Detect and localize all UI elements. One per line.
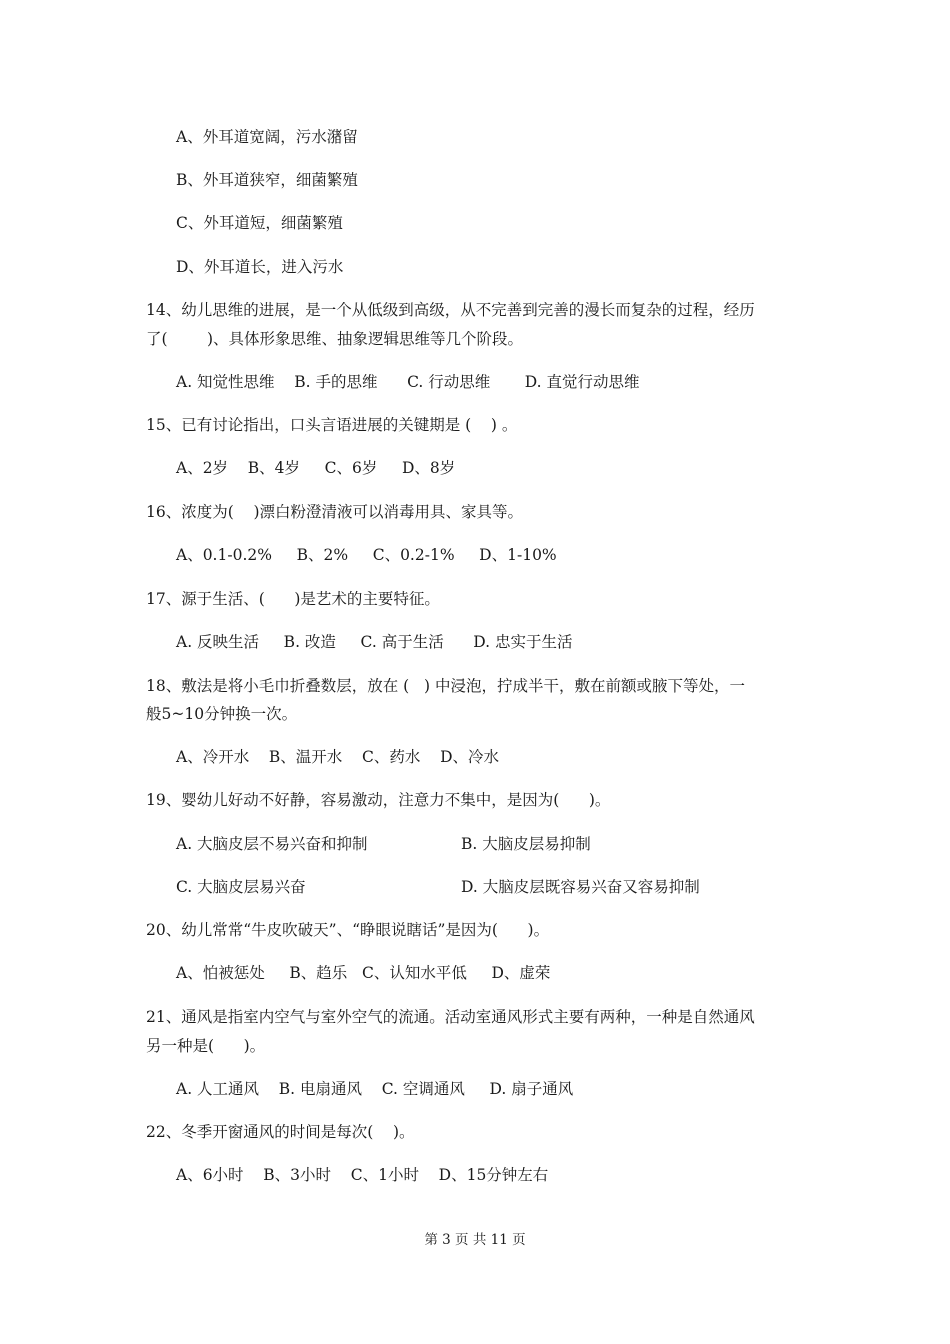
q19-option-a: A. 大脑皮层不易兴奋和抑制 <box>176 835 368 853</box>
q13-option-b: B、外耳道狭窄，细菌繁殖 <box>176 171 358 189</box>
q19-option-b: B. 大脑皮层易抑制 <box>461 835 591 853</box>
q15-stem: 15、已有讨论指出，口头言语进展的关键期是 ( ) 。 <box>146 416 518 434</box>
q22-stem: 22、冬季开窗通风的时间是每次( )。 <box>146 1123 415 1141</box>
q14-stem-line1: 14、幼儿思维的进展，是一个从低级到高级，从不完善到完善的漫长而复杂的过程，经历 <box>146 301 755 319</box>
q21-stem-line2: 另一种是( )。 <box>146 1037 266 1055</box>
q16-options: A、0.1-0.2% B、2% C、0.2-1% D、1-10% <box>176 546 557 564</box>
q19-stem: 19、婴幼儿好动不好静，容易激动，注意力不集中，是因为( )。 <box>146 791 611 809</box>
q21-options: A. 人工通风 B. 电扇通风 C. 空调通风 D. 扇子通风 <box>176 1080 574 1098</box>
q16-stem: 16、浓度为( )漂白粉澄清液可以消毒用具、家具等。 <box>146 503 524 521</box>
q21-stem-line1: 21、通风是指室内空气与室外空气的流通。活动室通风形式主要有两种，一种是自然通风 <box>146 1008 755 1026</box>
q18-stem-line1: 18、敷法是将小毛巾折叠数层，放在 ( ) 中浸泡，拧成半干，敷在前额或腋下等处，一 <box>146 677 745 695</box>
q14-options: A. 知觉性思维 B. 手的思维 C. 行动思维 D. 直觉行动思维 <box>176 373 640 391</box>
q22-options: A、6小时 B、3小时 C、1小时 D、15分钟左右 <box>176 1166 549 1184</box>
q13-option-d: D、外耳道长，进入污水 <box>176 258 344 276</box>
q19-option-c: C. 大脑皮层易兴奋 <box>176 878 306 896</box>
q13-option-c: C、外耳道短，细菌繁殖 <box>176 214 343 232</box>
q20-options: A、怕被惩处 B、趋乐 C、认知水平低 D、虚荣 <box>176 964 551 982</box>
q14-stem-line2: 了( )、具体形象思维、抽象逻辑思维等几个阶段。 <box>146 330 524 348</box>
q18-options: A、冷开水 B、温开水 C、药水 D、冷水 <box>176 748 499 766</box>
q17-options: A. 反映生活 B. 改造 C. 高于生活 D. 忠实于生活 <box>176 633 573 651</box>
q19-option-d: D. 大脑皮层既容易兴奋又容易抑制 <box>461 878 700 896</box>
q17-stem: 17、源于生活、( )是艺术的主要特征。 <box>146 590 440 608</box>
q18-stem-line2: 般5~10分钟换一次。 <box>146 705 298 723</box>
q13-option-a: A、外耳道宽阔，污水潴留 <box>176 128 358 146</box>
q20-stem: 20、幼儿常常“牛皮吹破天”、“睁眼说瞎话”是因为( )。 <box>146 921 550 939</box>
page-number-footer: 第 3 页 共 11 页 <box>424 1232 526 1248</box>
q15-options: A、2岁 B、4岁 C、6岁 D、8岁 <box>176 459 456 477</box>
